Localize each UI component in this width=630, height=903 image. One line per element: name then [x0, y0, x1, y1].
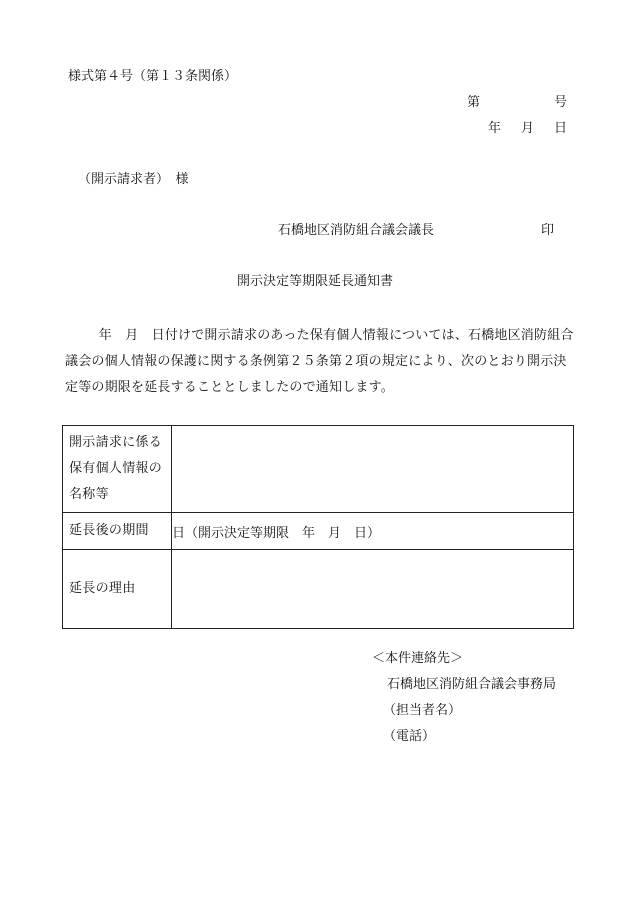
- document-title: 開示決定等期限延長通知書: [236, 274, 393, 289]
- table-row: [63, 550, 574, 629]
- document-number-suffix: 号: [553, 95, 567, 110]
- form-number: 様式第４号（第１３条関係）: [68, 69, 238, 84]
- date-year: 年: [487, 121, 501, 136]
- table-row: [63, 426, 574, 513]
- contact-heading: ＜本件連絡先＞: [372, 651, 464, 666]
- label-extension-reason: 延長の理由: [63, 550, 172, 629]
- label-extended-period: 延長後の期間: [63, 513, 172, 550]
- date-day: 日: [553, 121, 567, 136]
- document-number: [467, 96, 567, 109]
- table-row: [63, 513, 574, 550]
- contact-office: 石橋地区消防組合議会事務局: [387, 677, 557, 692]
- info-table: [62, 425, 574, 629]
- issue-date: [488, 122, 567, 135]
- sender: 石橋地区消防組合議会議長: [278, 223, 435, 238]
- label-information-name: 開示請求に係る保有個人情報の名称等: [63, 426, 172, 513]
- seal-mark: 印: [541, 223, 555, 238]
- value-extended-period: 日（開示決定等期限 年 月 日）: [172, 513, 574, 550]
- recipient: （開示請求者） 様: [78, 172, 189, 187]
- value-extension-reason: [172, 550, 574, 629]
- contact-phone: （電話）: [383, 729, 436, 744]
- date-month: 月: [520, 121, 534, 136]
- document-number-prefix: 第: [467, 95, 481, 110]
- contact-person: （担当者名）: [383, 703, 462, 718]
- body-paragraph: 年 月 日付けで開示請求のあった保有個人情報については、石橋地区消防組合議会の個人情報の保護に関する条例第２５条第２項の規定により、次のとおり開示決定等の期限を延長することとしましたので通知します。: [65, 328, 574, 395]
- value-information-name: [172, 426, 574, 513]
